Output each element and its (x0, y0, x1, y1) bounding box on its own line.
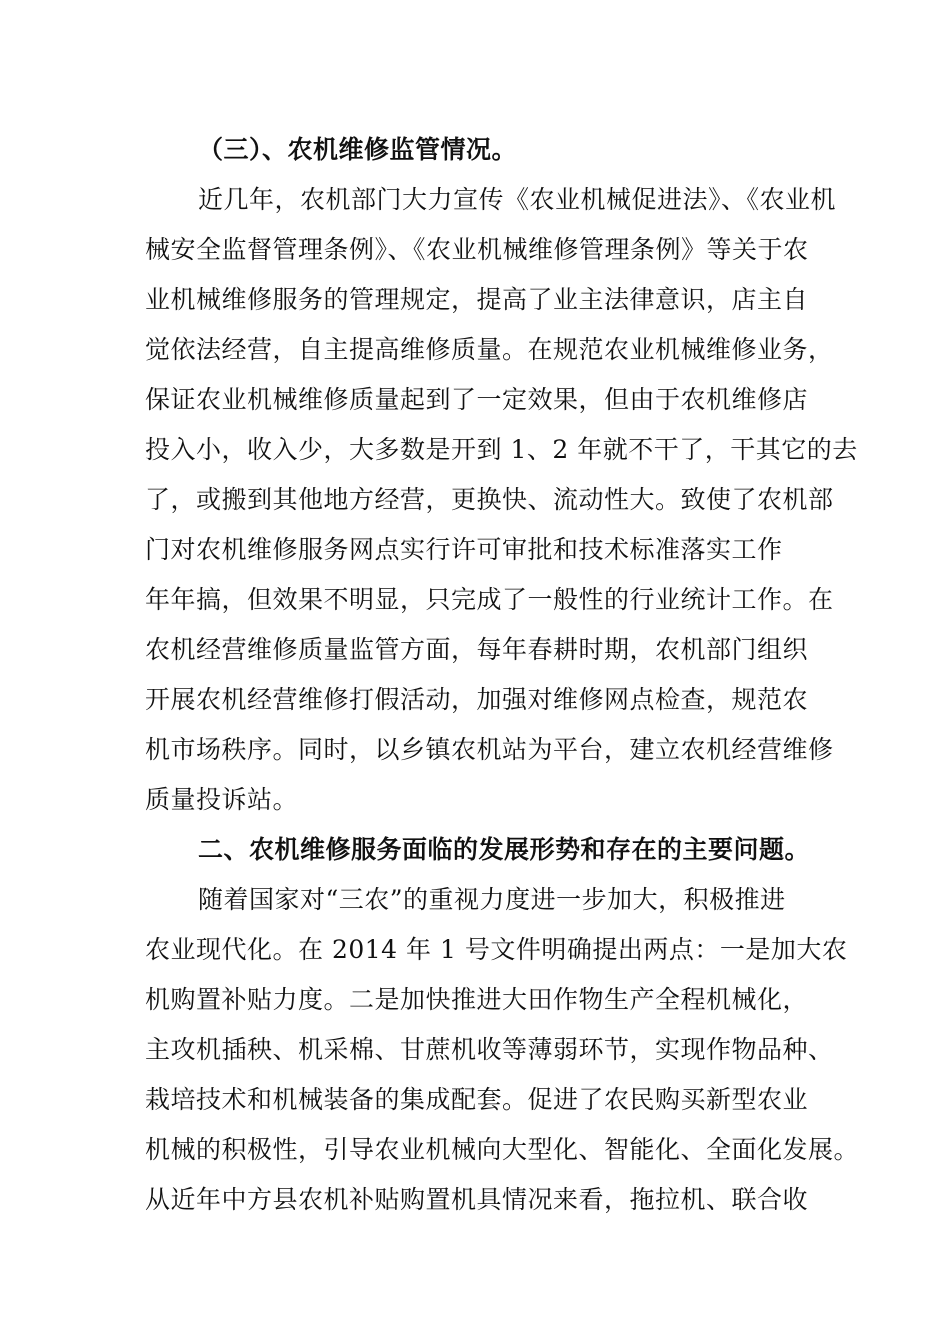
paragraph-line: 门对农机维修服务网点实行许可审批和技术标准落实工作 (145, 535, 783, 564)
paragraph-line: 质量投诉站。 (145, 785, 299, 814)
paragraph-line: 开展农机经营维修打假活动，加强对维修网点检查，规范农 (145, 685, 809, 714)
paragraph-line: 投入小，收入少，大多数是开到 1、2 年就不干了，干其它的去 (145, 435, 858, 464)
paragraph-line: 了，或搬到其他地方经营，更换快、流动性大。致使了农机部 (145, 485, 834, 514)
section-heading-2: 二、农机维修服务面临的发展形势和存在的主要问题。 (198, 835, 811, 864)
section-heading-3: （三）、农机维修监管情况。 (198, 135, 518, 164)
paragraph-line: 觉依法经营，自主提高维修质量。在规范农业机械维修业务， (145, 335, 834, 364)
paragraph-line: 机械的积极性，引导农业机械向大型化、智能化、全面化发展。 (145, 1135, 860, 1164)
paragraph-line: 近几年，农机部门大力宣传《农业机械促进法》、《农业机 (198, 185, 837, 214)
paragraph-line: 业机械维修服务的管理规定，提高了业主法律意识，店主自 (145, 285, 809, 314)
paragraph-line: 栽培技术和机械装备的集成配套。促进了农民购买新型农业 (145, 1085, 809, 1114)
paragraph-line: 随着国家对“三农”的重视力度进一步加大，积极推进 (198, 885, 786, 914)
paragraph-line: 机购置补贴力度。二是加快推进大田作物生产全程机械化， (145, 985, 809, 1014)
paragraph-line: 保证农业机械维修质量起到了一定效果，但由于农机维修店 (145, 385, 809, 414)
paragraph-line: 年年搞，但效果不明显，只完成了一般性的行业统计工作。在 (145, 585, 834, 614)
paragraph-line: 农业现代化。在 2014 年 1 号文件明确提出两点：一是加大农 (145, 935, 848, 964)
paragraph-line: 农机经营维修质量监管方面，每年春耕时期，农机部门组织 (145, 635, 809, 664)
paragraph-line: 机市场秩序。同时，以乡镇农机站为平台，建立农机经营维修 (145, 735, 834, 764)
paragraph-line: 主攻机插秧、机采棉、甘蔗机收等薄弱环节，实现作物品种、 (145, 1035, 834, 1064)
paragraph-line: 从近年中方县农机补贴购置机具情况来看，拖拉机、联合收 (145, 1185, 809, 1214)
paragraph-line: 械安全监督管理条例》、《农业机械维修管理条例》等关于农 (145, 235, 809, 264)
